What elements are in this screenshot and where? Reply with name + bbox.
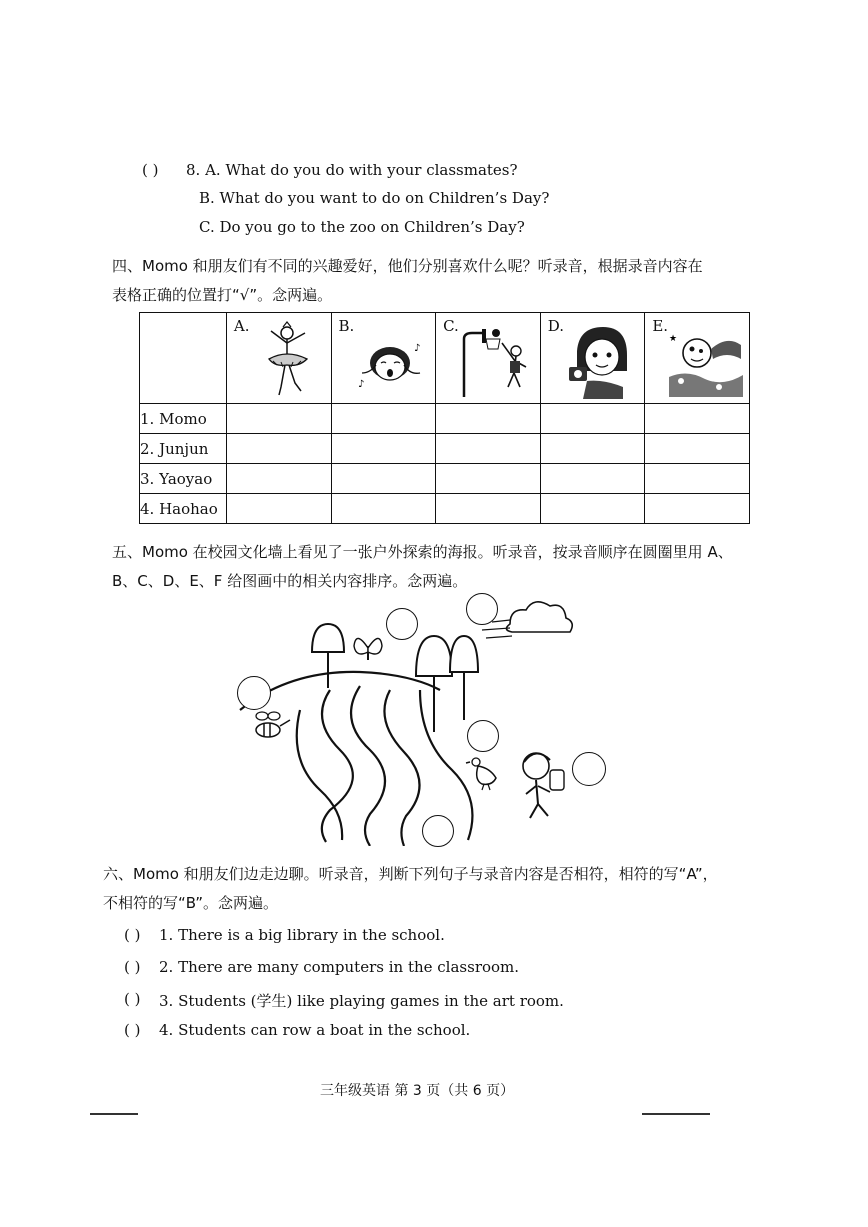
- girl-camera-icon: [563, 321, 639, 399]
- river-line: [322, 690, 353, 842]
- col-e-cell: [645, 313, 750, 404]
- table-header-row: [140, 313, 750, 404]
- item4-answer-bracket[interactable]: ( ): [124, 1021, 141, 1039]
- answer-cell[interactable]: [645, 494, 750, 524]
- duck-icon: [466, 758, 496, 790]
- answer-cell[interactable]: [226, 434, 331, 464]
- svg-text:★: ★: [669, 334, 678, 344]
- child-hiker-icon: [523, 753, 564, 818]
- col-label-d: D.: [547, 317, 564, 335]
- basketball-icon: [458, 321, 534, 399]
- river-line: [384, 690, 419, 846]
- answer-cell[interactable]: [436, 404, 541, 434]
- item3-answer-bracket[interactable]: ( ): [124, 990, 141, 1008]
- footer-rule-right: [642, 1113, 710, 1115]
- section6-title: [103, 860, 718, 918]
- river-line: [351, 686, 385, 846]
- q8-option-b: B. What do you want to do on Children’s Day?: [199, 189, 550, 207]
- answer-cell[interactable]: [226, 404, 331, 434]
- col-a-cell: [226, 313, 331, 404]
- tree-icon: [312, 624, 344, 688]
- bee-icon: [256, 712, 290, 737]
- answer-cell[interactable]: [331, 434, 436, 464]
- row-name-junjun: 2. Junjun: [140, 434, 227, 464]
- answer-cell[interactable]: [436, 434, 541, 464]
- section6-title-line2: 不相符的写“B”。念两遍。: [103, 894, 279, 912]
- answer-cell[interactable]: [436, 464, 541, 494]
- item3-sentence: 3. Students (学生) like playing games in the art room.: [159, 992, 564, 1010]
- section4-title-line1: 四、Momo 和朋友们有不同的兴趣爱好，他们分别喜欢什么呢？听录音，根据录音内容在: [112, 257, 703, 275]
- answer-cell[interactable]: [645, 464, 750, 494]
- item2-answer-bracket[interactable]: ( ): [124, 958, 141, 976]
- col-label-c: C.: [443, 317, 459, 335]
- q8-option-c: C. Do you go to the zoo on Children’s Day?: [199, 218, 525, 236]
- page-footer: 三年级英语 第 3 页（共 6 页）: [320, 1083, 515, 1099]
- svg-text:♪: ♪: [357, 379, 364, 390]
- q8-answer-bracket[interactable]: ( ): [142, 161, 159, 179]
- q8-option-a: 8. A. What do you do with your classmates?: [186, 161, 518, 179]
- answer-cell[interactable]: [226, 464, 331, 494]
- col-label-b: B.: [338, 317, 355, 335]
- answer-circle[interactable]: [386, 608, 418, 640]
- answer-circle[interactable]: [572, 752, 606, 786]
- table-row: [140, 434, 750, 464]
- answer-cell[interactable]: [645, 404, 750, 434]
- table-corner-cell: [140, 313, 227, 404]
- item4-sentence: 4. Students can row a boat in the school.: [159, 1021, 471, 1039]
- col-label-a: A.: [233, 317, 250, 335]
- section5-title-line1: 五、Momo 在校园文化墙上看见了一张户外探索的海报。听录音，按录音顺序在圆圈里用 A、: [112, 543, 733, 561]
- answer-cell[interactable]: [331, 464, 436, 494]
- ballet-dancer-icon: [249, 321, 325, 399]
- col-c-cell: [436, 313, 541, 404]
- answer-cell[interactable]: [436, 494, 541, 524]
- answer-cell[interactable]: [331, 494, 436, 524]
- row-name-haohao: 4. Haohao: [140, 494, 227, 524]
- row-name-yaoyao: 3. Yaoyao: [140, 464, 227, 494]
- answer-circle[interactable]: [237, 676, 271, 710]
- planet-painting-icon: [667, 321, 743, 399]
- table-row: [140, 404, 750, 434]
- answer-cell[interactable]: [226, 494, 331, 524]
- answer-cell[interactable]: [540, 404, 645, 434]
- answer-cell[interactable]: [540, 464, 645, 494]
- tree-icon: [450, 636, 478, 720]
- tree-icon: [416, 636, 452, 732]
- row-name-momo: 1. Momo: [140, 404, 227, 434]
- table-row: [140, 464, 750, 494]
- girl-singing-icon: [354, 321, 430, 399]
- section6-title-line1: 六、Momo 和朋友们边走边聊。听录音，判断下列句子与录音内容是否相符，相符的写“A”，: [103, 865, 718, 883]
- answer-cell[interactable]: [645, 434, 750, 464]
- item1-answer-bracket[interactable]: ( ): [124, 926, 141, 944]
- section5-title-line2: B、C、D、E、F 给图画中的相关内容排序。念两遍。: [112, 572, 468, 590]
- col-b-cell: [331, 313, 436, 404]
- answer-cell[interactable]: [331, 404, 436, 434]
- path-line: [297, 710, 342, 840]
- table-row: [140, 494, 750, 524]
- col-label-e: E.: [652, 317, 669, 335]
- answer-circle[interactable]: [422, 815, 454, 847]
- butterfly-icon: [354, 638, 382, 660]
- answer-cell[interactable]: [540, 494, 645, 524]
- outdoor-poster-illustration: [220, 590, 620, 846]
- section4-title: [112, 252, 703, 310]
- item2-sentence: 2. There are many computers in the classroom.: [159, 958, 520, 976]
- answer-circle[interactable]: [466, 593, 498, 625]
- col-d-cell: [540, 313, 645, 404]
- item1-sentence: 1. There is a big library in the school.: [159, 926, 445, 944]
- footer-rule-left: [90, 1113, 138, 1115]
- section5-title: [112, 538, 733, 596]
- svg-text:♪: ♪: [413, 343, 420, 354]
- hobby-table: [139, 312, 750, 524]
- answer-cell[interactable]: [540, 434, 645, 464]
- answer-circle[interactable]: [467, 720, 499, 752]
- section4-title-line2: 表格正确的位置打“√”。念两遍。: [112, 286, 333, 304]
